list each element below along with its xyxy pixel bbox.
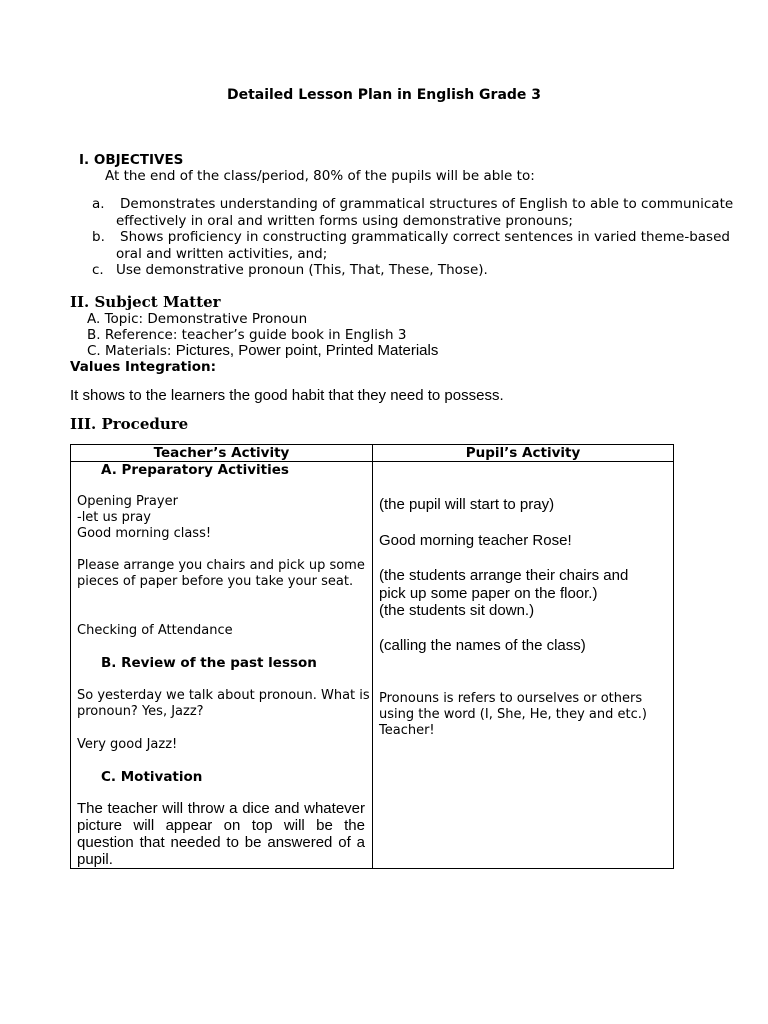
teacher-good-morning: Good morning class!: [77, 526, 212, 541]
pupil-good-morning: Good morning teacher Rose!: [379, 532, 572, 549]
subject-materials-value: Pictures, Power point, Printed Materials: [175, 342, 439, 359]
objective-text-line: Use demonstrative pronoun (This, That, These, Those).: [116, 262, 488, 278]
objectives-heading: I. OBJECTIVES: [79, 152, 184, 168]
objective-text-line: effectively in oral and written forms using demonstrative pronouns;: [116, 212, 573, 229]
subject-reference: B. Reference: teacher’s guide book in English 3: [87, 327, 407, 343]
subject-materials: [87, 342, 438, 359]
objective-text-line: Demonstrates understanding of grammatical structures of English to able to communicate: [120, 196, 734, 212]
objective-marker: c.: [92, 262, 104, 278]
pupil-activity-cell: [373, 462, 674, 869]
motivation-heading: C. Motivation: [101, 769, 203, 785]
objective-text-line: Shows proficiency in constructing grammatically correct sentences in varied theme-based: [120, 229, 730, 245]
teacher-activity-cell: [71, 462, 373, 869]
values-heading: Values Integration:: [70, 359, 216, 375]
pupil-arrange-line: (the students arrange their chairs and: [379, 567, 629, 584]
teacher-very-good: Very good Jazz!: [77, 737, 178, 752]
subject-matter-heading: II. Subject Matter: [70, 293, 221, 311]
pupil-pronoun-line: Pronouns is refers to ourselves or others: [379, 691, 643, 706]
subject-topic: A. Topic: Demonstrative Pronoun: [87, 311, 308, 327]
pupil-arrange-line: pick up some paper on the floor.): [379, 584, 598, 602]
pupil-pray: (the pupil will start to pray): [379, 496, 555, 513]
teacher-arrange-line: Please arrange you chairs and pick up some: [77, 558, 365, 573]
values-text: It shows to the learners the good habit that they need to possess.: [70, 387, 504, 404]
teacher-column-header: Teacher’s Activity: [71, 445, 373, 462]
objective-text-line: oral and written activities, and;: [116, 245, 328, 262]
teacher-review-line: pronoun? Yes, Jazz?: [77, 704, 204, 719]
objectives-intro: At the end of the class/period, 80% of the pupils will be able to:: [105, 168, 535, 184]
teacher-let-us-pray: -let us pray: [77, 510, 151, 525]
pupil-calling: (calling the names of the class): [379, 637, 586, 654]
objective-marker: b.: [92, 229, 105, 245]
subject-materials-label: C. Materials:: [87, 343, 176, 359]
motivation-text: The teacher will throw a dice and whatever picture will appear on top will be the question that needed to be answered of a pupil.: [77, 800, 365, 868]
teacher-review-line: So yesterday we talk about pronoun. What is: [77, 688, 370, 703]
pupil-sit-down: (the students sit down.): [379, 602, 535, 619]
review-heading: B. Review of the past lesson: [101, 655, 317, 671]
teacher-arrange-line: pieces of paper before you take your seat.: [77, 574, 354, 589]
pupil-column-header: Pupil’s Activity: [373, 445, 674, 462]
pupil-pronoun-line: using the word (I, She, He, they and etc.): [379, 707, 647, 722]
teacher-opening-prayer: Opening Prayer: [77, 494, 178, 509]
pupil-pronoun-line: Teacher!: [379, 723, 435, 738]
teacher-attendance: Checking of Attendance: [77, 623, 233, 638]
preparatory-activities-heading: A. Preparatory Activities: [101, 462, 289, 478]
document-title: Detailed Lesson Plan in English Grade 3: [226, 87, 542, 103]
procedure-table: [70, 444, 674, 869]
procedure-heading: III. Procedure: [70, 415, 189, 433]
objective-marker: a.: [92, 196, 105, 212]
